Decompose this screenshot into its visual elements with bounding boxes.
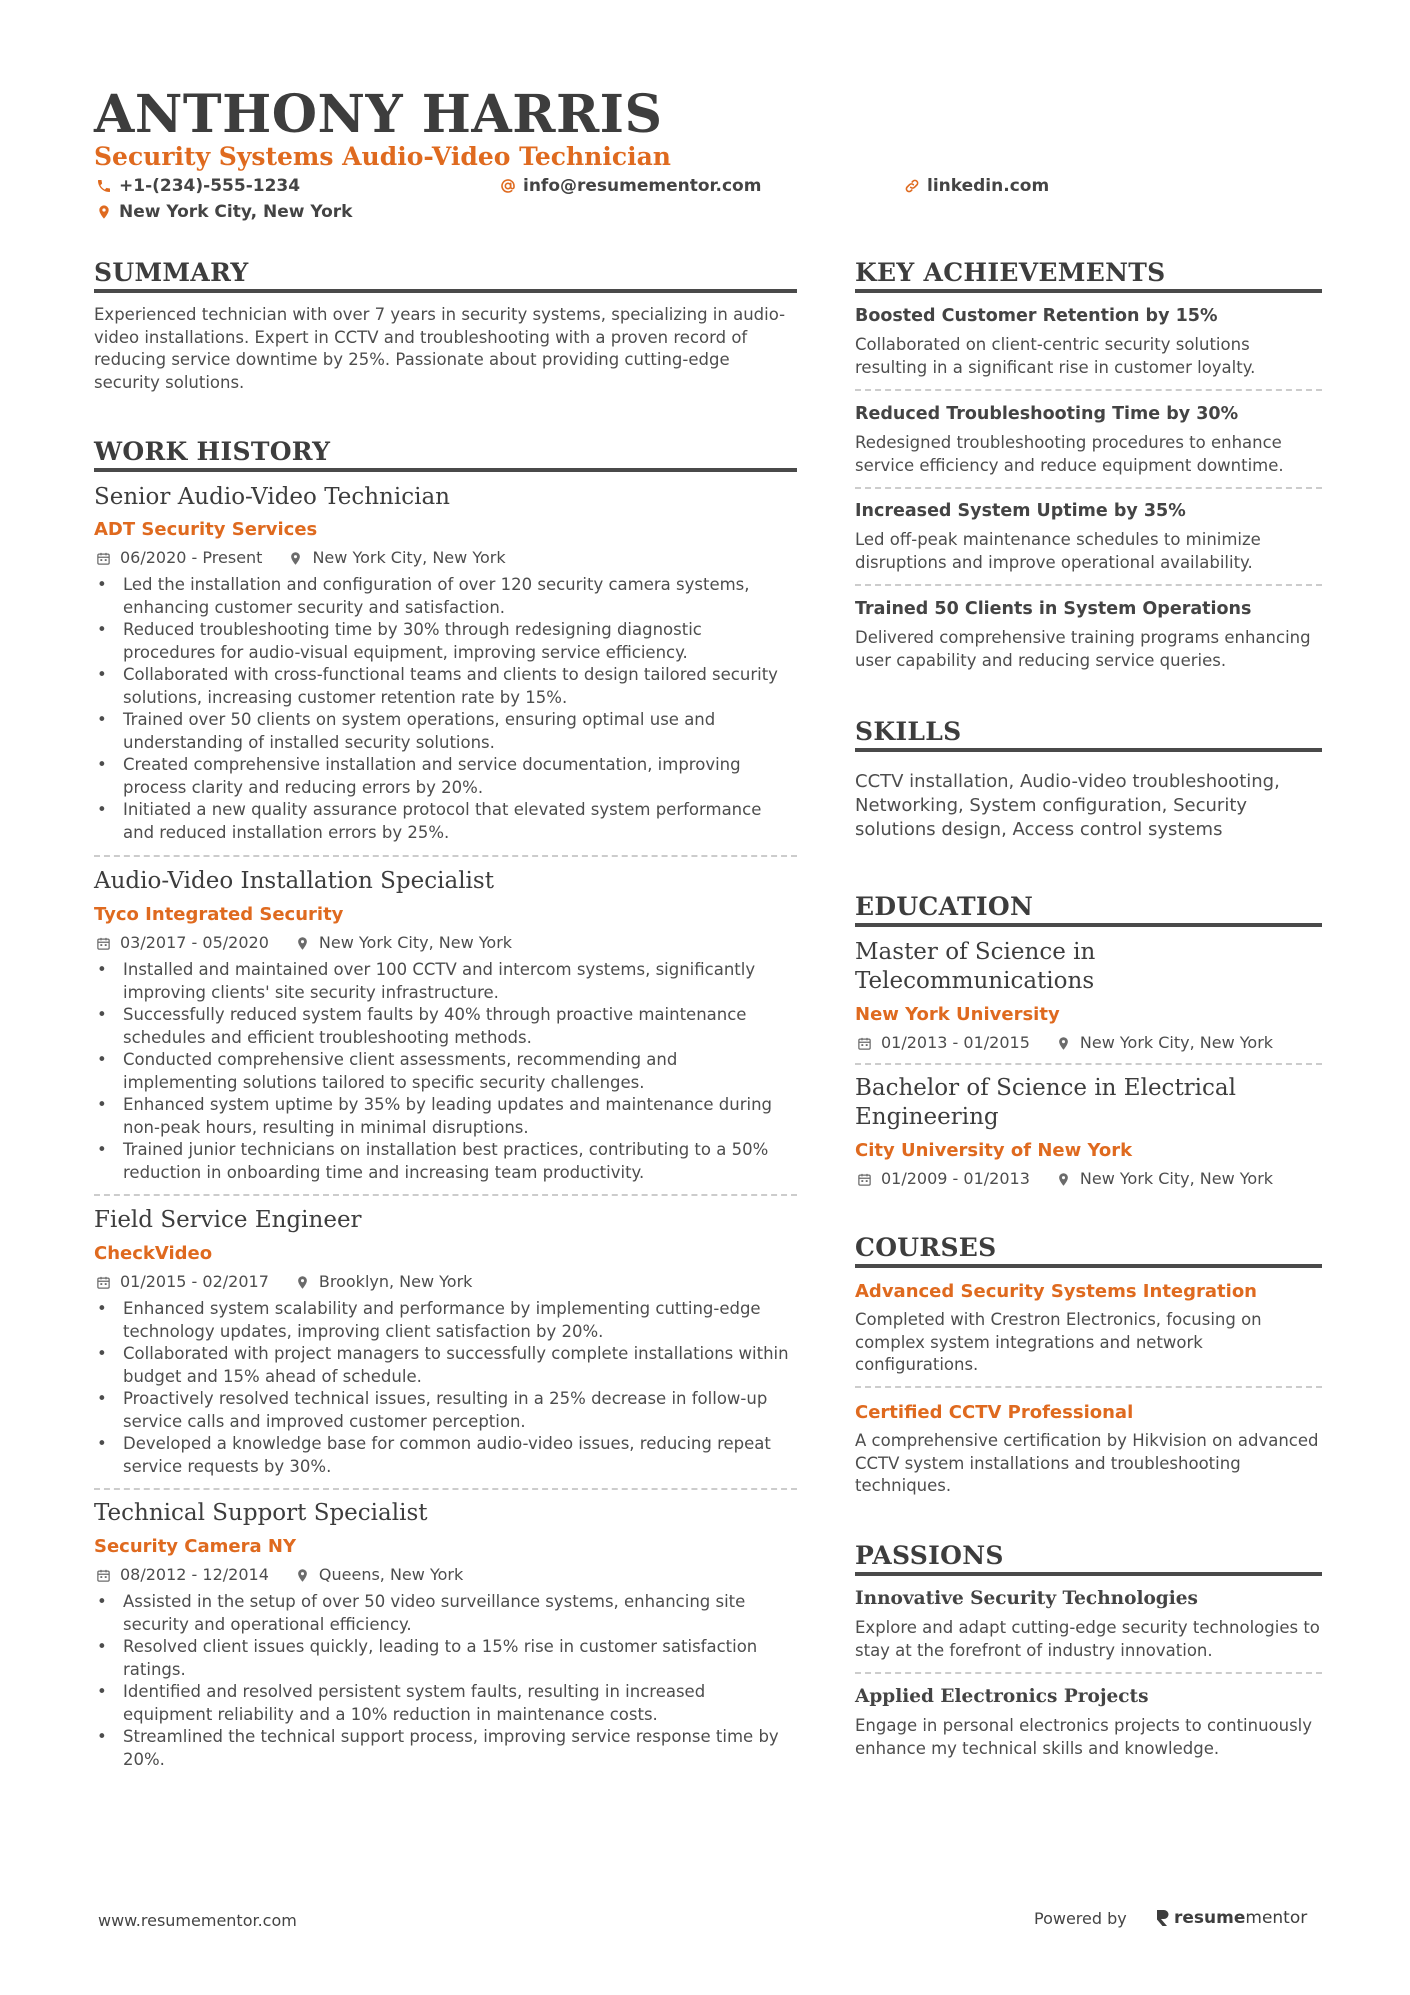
bullet-item: • Conducted comprehensive client assessments, recommending and implementing solutions tailored to specific security challenges. (94, 1049, 797, 1094)
skills-heading: SKILLS (855, 717, 962, 746)
work-heading: WORK HISTORY (94, 437, 331, 466)
job-location: New York City, New York (312, 548, 506, 567)
calendar-icon (96, 1275, 111, 1290)
education-meta (857, 1168, 1273, 1190)
calendar-icon (857, 1172, 872, 1187)
school-name: New York University (855, 1004, 1060, 1025)
passion-title: Innovative Security Technologies (855, 1588, 1198, 1609)
divider (855, 1672, 1322, 1674)
work-rule (94, 468, 797, 472)
bullet-item: • Trained over 50 clients on system operations, ensuring optimal use and understanding of installed security solutions. (94, 709, 797, 754)
job-title: Senior Audio-Video Technician (94, 484, 450, 510)
passion-title: Applied Electronics Projects (855, 1686, 1149, 1707)
course-title: Certified CCTV Professional (855, 1402, 1134, 1423)
job-title: Audio-Video Installation Specialist (94, 868, 494, 894)
passion-text: Explore and adapt cutting-edge security technologies to stay at the forefront of industry innovation. (855, 1618, 1320, 1660)
bullet-item: • Identified and resolved persistent system faults, resulting in increased equipment reliability and a 10% reduction in maintenance costs. (94, 1681, 797, 1726)
degree-title: Bachelor of Science in Electrical Engineering (855, 1075, 1236, 1130)
bullet-item: • Trained junior technicians on installation best practices, contributing to a 50% reduction in onboarding time and increasing team productivity. (94, 1139, 797, 1184)
divider (855, 389, 1322, 391)
bullet-item: • Developed a knowledge base for common audio-video issues, reducing repeat service requests by 30%. (94, 1433, 797, 1478)
bullet-item: • Proactively resolved technical issues, resulting in a 25% decrease in follow-up service calls and improved customer perception. (94, 1388, 797, 1433)
calendar-icon (96, 551, 111, 566)
location-text: New York City, New York (119, 202, 353, 222)
email-text: info@resumementor.com (523, 176, 762, 196)
passion-text: Engage in personal electronics projects to continuously enhance my technical skills and knowledge. (855, 1716, 1313, 1758)
map-pin-icon (1056, 1172, 1071, 1187)
contact-location (96, 200, 352, 224)
courses-heading: COURSES (855, 1233, 997, 1262)
brand-name-light: mentor (1245, 1908, 1308, 1928)
bullet-item: • Successfully reduced system faults by 40% through proactive maintenance schedules and efficient troubleshooting methods. (94, 1004, 797, 1049)
course-text: Completed with Crestron Electronics, focusing on complex system integrations and network configurations. (855, 1310, 1262, 1374)
job-title: Field Service Engineer (94, 1207, 362, 1233)
bullet-item: • Enhanced system scalability and performance by implementing cutting-edge technology updates, improving client satisfaction by 20%. (94, 1298, 797, 1343)
job-bullets (94, 1591, 797, 1771)
job-dates: 06/2020 - Present (120, 548, 263, 567)
job-title: Technical Support Specialist (94, 1500, 428, 1526)
bullet-item: • Reduced troubleshooting time by 30% through redesigning diagnostic procedures for audio-visual equipment, improving service efficiency. (94, 619, 797, 664)
job-dates: 01/2015 - 02/2017 (120, 1272, 269, 1291)
brand-name-bold: resume (1174, 1908, 1246, 1928)
job-meta (96, 547, 506, 569)
map-pin-icon (295, 1275, 310, 1290)
contact-email[interactable] (500, 174, 761, 198)
achievement-text: Delivered comprehensive training programs enhancing user capability and reducing service queries. (855, 628, 1311, 670)
job-company: Security Camera NY (94, 1536, 297, 1557)
passions-heading: PASSIONS (855, 1541, 1004, 1570)
job-company: CheckVideo (94, 1243, 213, 1264)
bullet-item: • Assisted in the setup of over 50 video surveillance systems, enhancing site security and operational efficiency. (94, 1591, 797, 1636)
job-dates: 03/2017 - 05/2020 (120, 933, 269, 952)
divider (94, 1194, 797, 1196)
divider (94, 855, 797, 857)
link-icon (904, 178, 920, 194)
achievement-text: Redesigned troubleshooting procedures to enhance service efficiency and reduce equipment downtime. (855, 433, 1284, 475)
summary-rule (94, 289, 797, 293)
passions-rule (855, 1572, 1322, 1576)
achievement-title: Reduced Troubleshooting Time by 30% (855, 404, 1239, 424)
divider (855, 487, 1322, 489)
divider (855, 1386, 1322, 1388)
job-company: Tyco Integrated Security (94, 904, 344, 925)
achievement-title: Trained 50 Clients in System Operations (855, 599, 1252, 619)
contact-phone[interactable] (96, 174, 300, 198)
job-bullets (94, 574, 797, 844)
achievement-text: Collaborated on client-centric security solutions resulting in a significant rise in customer loyalty. (855, 335, 1256, 377)
achievement-title: Boosted Customer Retention by 15% (855, 306, 1218, 326)
map-pin-icon (295, 1568, 310, 1583)
bullet-item: • Resolved client issues quickly, leading to a 15% rise in customer satisfaction ratings. (94, 1636, 797, 1681)
map-pin-icon (96, 204, 112, 220)
phone-text: +1-(234)-555-1234 (119, 176, 301, 196)
linkedin-text: linkedin.com (927, 176, 1050, 196)
education-dates: 01/2009 - 01/2013 (881, 1169, 1030, 1188)
courses-rule (855, 1264, 1322, 1268)
phone-icon (96, 178, 112, 194)
map-pin-icon (295, 936, 310, 951)
education-heading: EDUCATION (855, 892, 1034, 921)
bullet-item: • Enhanced system uptime by 35% by leading updates and maintenance during non-peak hours, resulting in minimal disruptions. (94, 1094, 797, 1139)
bullet-item: • Collaborated with project managers to successfully complete installations within budget and 15% ahead of schedule. (94, 1343, 797, 1388)
divider (855, 1063, 1322, 1065)
school-name: City University of New York (855, 1140, 1133, 1161)
divider (94, 1488, 797, 1490)
job-company: ADT Security Services (94, 519, 318, 540)
brand-logo[interactable] (1155, 1906, 1307, 1930)
achievement-title: Increased System Uptime by 35% (855, 501, 1186, 521)
job-bullets (94, 959, 797, 1184)
job-location: New York City, New York (318, 933, 513, 952)
degree-title: Master of Science in Telecommunications (855, 939, 1096, 994)
education-dates: 01/2013 - 01/2015 (881, 1033, 1030, 1052)
summary-heading: SUMMARY (94, 258, 249, 287)
bullet-item: • Created comprehensive installation and service documentation, improving process clarity and reducing errors by 20%. (94, 754, 797, 799)
job-meta (96, 1564, 463, 1586)
job-meta (96, 932, 512, 954)
bullet-item: • Installed and maintained over 100 CCTV and intercom systems, significantly improving clients' site security infrastructure. (94, 959, 797, 1004)
skills-rule (855, 748, 1322, 752)
job-dates: 08/2012 - 12/2014 (120, 1565, 269, 1584)
job-bullets (94, 1298, 797, 1478)
course-title: Advanced Security Systems Integration (855, 1281, 1257, 1302)
calendar-icon (96, 1568, 111, 1583)
at-icon (500, 178, 516, 194)
skills-text: CCTV installation, Audio-video troubleshooting, Networking, System configuration, Security solutions design, Access control systems (855, 771, 1280, 840)
bullet-item: • Streamlined the technical support process, improving service response time by 20%. (94, 1726, 797, 1771)
education-location: New York City, New York (1079, 1033, 1274, 1052)
education-meta (857, 1032, 1273, 1054)
divider (855, 584, 1322, 586)
contact-linkedin[interactable] (904, 174, 1049, 198)
bullet-item: • Collaborated with cross-functional teams and clients to design tailored security solutions, increasing customer retention rate by 15%. (94, 664, 797, 709)
resumementor-logo-icon (1155, 1908, 1170, 1928)
education-rule (855, 923, 1322, 927)
education-location: New York City, New York (1079, 1169, 1274, 1188)
achievement-text: Led off-peak maintenance schedules to minimize disruptions and improve operational availability. (855, 530, 1261, 572)
job-meta (96, 1271, 472, 1293)
bullet-item: • Led the installation and configuration of over 120 security camera systems, enhancing customer security and satisfaction. (94, 574, 797, 619)
job-location: Brooklyn, New York (318, 1272, 473, 1291)
map-pin-icon (288, 551, 303, 566)
achievements-heading: KEY ACHIEVEMENTS (855, 258, 1166, 287)
candidate-name: ANTHONY HARRIS (94, 84, 663, 145)
calendar-icon (96, 936, 111, 951)
summary-text: Experienced technician with over 7 years in security systems, specializing in audio-video installations. Expert in CCTV and troubleshooting with a proven record of reducing service downtime by 25%. Passionate about providing cutting-edge security solutions. (94, 305, 786, 392)
achievements-rule (855, 289, 1322, 293)
bullet-item: • Initiated a new quality assurance protocol that elevated system performance and reduced installation errors by 25%. (94, 799, 797, 844)
map-pin-icon (1056, 1036, 1071, 1051)
job-location: Queens, New York (318, 1565, 464, 1584)
candidate-role: Security Systems Audio-Video Technician (94, 142, 671, 171)
course-text: A comprehensive certification by Hikvision on advanced CCTV system installations and troubleshooting techniques. (855, 1431, 1319, 1495)
footer-website-link[interactable]: www.resumementor.com (98, 1911, 297, 1930)
calendar-icon (857, 1036, 872, 1051)
powered-by-label: Powered by (1034, 1909, 1127, 1928)
